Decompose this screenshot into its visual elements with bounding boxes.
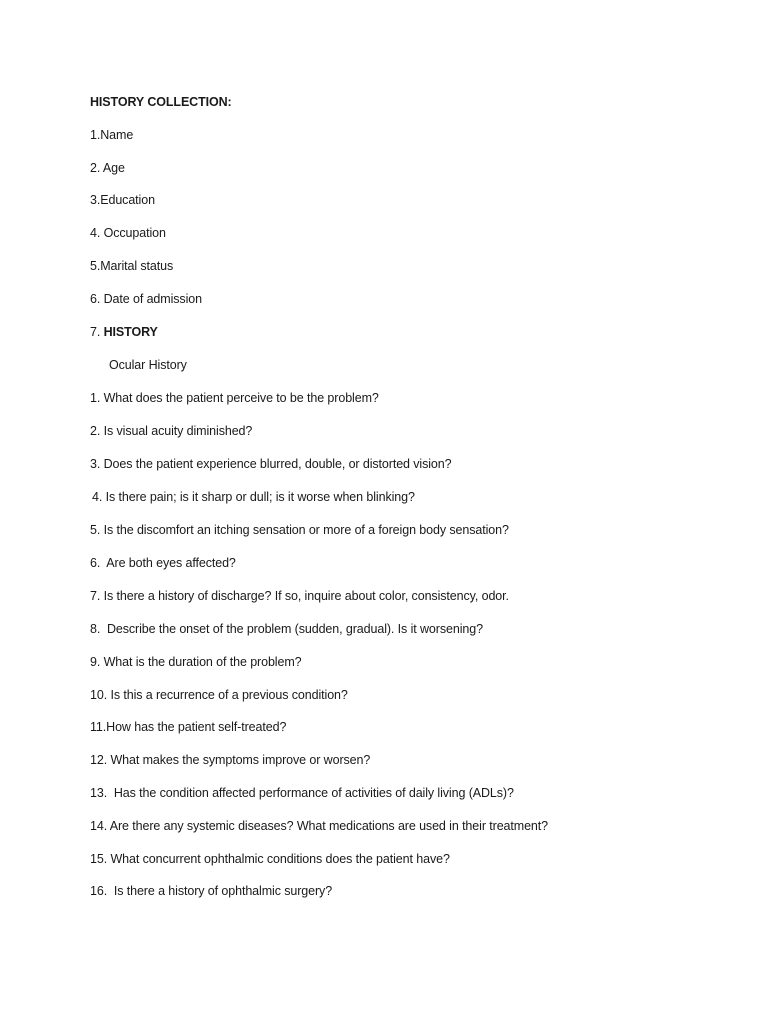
history-label: HISTORY xyxy=(103,325,158,339)
document-heading: HISTORY COLLECTION: xyxy=(90,95,232,109)
question-item: 5. Is the discomfort an itching sensation or more of a foreign body sensation? xyxy=(90,523,509,537)
field-education: 3.Education xyxy=(90,193,155,207)
field-age: 2. Age xyxy=(90,161,125,175)
field-name: 1.Name xyxy=(90,128,134,142)
question-item: 7. Is there a history of discharge? If so, inquire about color, consistency, odor. xyxy=(90,589,509,603)
question-item: 2. Is visual acuity diminished? xyxy=(90,424,253,438)
question-item: 14. Are there any systemic diseases? What medications are used in their treatment? xyxy=(90,819,549,833)
question-item: 13. Has the condition affected performance of activities of daily living (ADLs)? xyxy=(90,786,514,800)
question-item: 9. What is the duration of the problem? xyxy=(90,655,302,669)
history-section-title xyxy=(90,324,158,340)
history-number: 7. xyxy=(90,325,104,339)
question-item: 6. Are both eyes affected? xyxy=(90,556,236,570)
question-item: 10. Is this a recurrence of a previous condition? xyxy=(90,688,348,702)
question-item: 15. What concurrent ophthalmic conditions does the patient have? xyxy=(90,852,450,866)
question-item: 3. Does the patient experience blurred, double, or distorted vision? xyxy=(90,457,452,471)
ocular-history-subheading: Ocular History xyxy=(109,358,187,372)
question-item: 4. Is there pain; is it sharp or dull; is it worse when blinking? xyxy=(92,490,415,504)
field-occupation: 4. Occupation xyxy=(90,226,166,240)
question-item: 16. Is there a history of ophthalmic surgery? xyxy=(90,884,333,898)
field-date-of-admission: 6. Date of admission xyxy=(90,292,202,306)
field-marital-status: 5.Marital status xyxy=(90,259,174,273)
question-item: 12. What makes the symptoms improve or worsen? xyxy=(90,753,371,767)
question-item: 11.How has the patient self-treated? xyxy=(90,720,287,734)
question-item: 1. What does the patient perceive to be the problem? xyxy=(90,391,379,405)
question-item: 8. Describe the onset of the problem (sudden, gradual). Is it worsening? xyxy=(90,622,483,636)
